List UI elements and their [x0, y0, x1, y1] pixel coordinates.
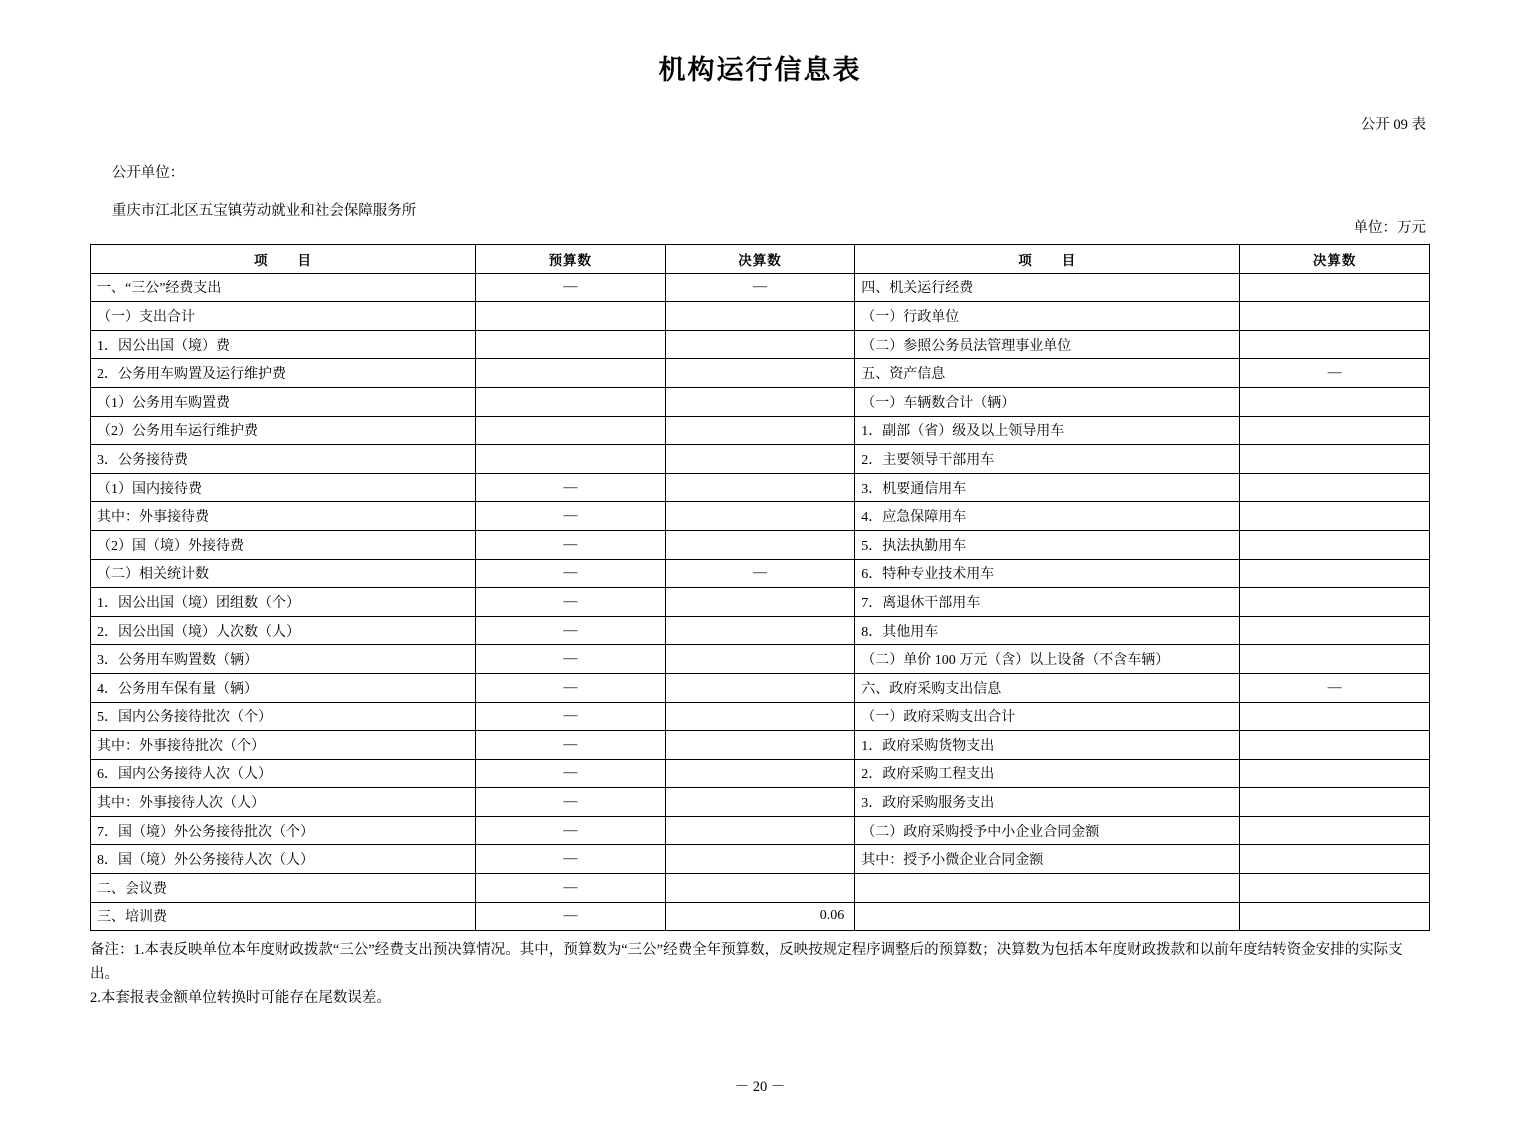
- row-right-final-value: [1240, 731, 1430, 760]
- row-left-item: 5．国内公务接待批次（个）: [91, 702, 476, 731]
- header-right-item: 项 目: [855, 245, 1240, 274]
- table-row: [91, 530, 1430, 559]
- row-right-final-value: [1240, 702, 1430, 731]
- table-row: [91, 673, 1430, 702]
- row-right-final-value: [1240, 387, 1430, 416]
- row-final-value: [665, 387, 855, 416]
- row-right-final-value: [1240, 616, 1430, 645]
- row-right-item: 8．其他用车: [855, 616, 1240, 645]
- row-right-item: 四、机关运行经费: [855, 273, 1240, 302]
- header-final: 决算数: [665, 245, 855, 274]
- row-budget-value: —: [475, 902, 665, 931]
- row-final-value: [665, 530, 855, 559]
- row-left-item: 二、会议费: [91, 874, 476, 903]
- row-final-value: [665, 673, 855, 702]
- row-right-item: 五、资产信息: [855, 359, 1240, 388]
- row-final-value: [665, 359, 855, 388]
- row-right-item: （一）政府采购支出合计: [855, 702, 1240, 731]
- row-budget-value: —: [475, 616, 665, 645]
- header-right-final: 决算数: [1240, 245, 1430, 274]
- row-budget-value: —: [475, 874, 665, 903]
- row-left-item: 三、培训费: [91, 902, 476, 931]
- row-right-item: （二）参照公务员法管理事业单位: [855, 330, 1240, 359]
- row-final-value: [665, 845, 855, 874]
- row-budget-value: [475, 416, 665, 445]
- row-right-final-value: [1240, 645, 1430, 674]
- row-budget-value: —: [475, 702, 665, 731]
- row-final-value: [665, 445, 855, 474]
- row-left-item: 6．国内公务接待人次（人）: [91, 759, 476, 788]
- row-right-final-value: [1240, 416, 1430, 445]
- header-budget: 预算数: [475, 245, 665, 274]
- table-row: [91, 445, 1430, 474]
- row-right-item: 5．执法执勤用车: [855, 530, 1240, 559]
- note-2: 2.本套报表金额单位转换时可能存在尾数误差。: [90, 990, 391, 1007]
- row-budget-value: [475, 445, 665, 474]
- row-right-item: [855, 874, 1240, 903]
- row-right-final-value: [1240, 588, 1430, 617]
- row-right-final-value: [1240, 302, 1430, 331]
- row-right-item: （二）政府采购授予中小企业合同金额: [855, 816, 1240, 845]
- table-row: [91, 330, 1430, 359]
- row-left-item: 7．国（境）外公务接待批次（个）: [91, 816, 476, 845]
- table-row: [91, 759, 1430, 788]
- row-final-value: [665, 702, 855, 731]
- table-row: [91, 645, 1430, 674]
- note-1: 备注：1.本表反映单位本年度财政拨款“三公”经费支出预决算情况。其中，预算数为“三公”经费全年预算数，反映按规定程序调整后的预算数；决算数为包括本年度财政拨款和以前年度结转资金安排的实际支出。: [90, 942, 1403, 983]
- row-right-final-value: —: [1240, 673, 1430, 702]
- row-left-item: 8．国（境）外公务接待人次（人）: [91, 845, 476, 874]
- row-right-item: 2．政府采购工程支出: [855, 759, 1240, 788]
- row-budget-value: —: [475, 788, 665, 817]
- row-budget-value: —: [475, 473, 665, 502]
- table-row: [91, 788, 1430, 817]
- table-row: [91, 502, 1430, 531]
- row-budget-value: —: [475, 273, 665, 302]
- document-page: [0, 48, 1520, 1122]
- row-left-item: 一、“三公”经费支出: [91, 273, 476, 302]
- row-budget-value: —: [475, 673, 665, 702]
- row-right-final-value: [1240, 502, 1430, 531]
- row-final-value: [665, 302, 855, 331]
- table-row: [91, 616, 1430, 645]
- row-budget-value: —: [475, 816, 665, 845]
- row-budget-value: —: [475, 845, 665, 874]
- row-right-item: 7．离退休干部用车: [855, 588, 1240, 617]
- meta-row: [90, 144, 1430, 237]
- row-right-item: 1．副部（省）级及以上领导用车: [855, 416, 1240, 445]
- row-left-item: （1）公务用车购置费: [91, 387, 476, 416]
- row-final-value: [665, 502, 855, 531]
- row-right-item: 3．机要通信用车: [855, 473, 1240, 502]
- row-right-final-value: [1240, 759, 1430, 788]
- row-final-value: [665, 874, 855, 903]
- row-right-final-value: —: [1240, 359, 1430, 388]
- row-left-item: （一）支出合计: [91, 302, 476, 331]
- row-final-value: 0.06: [665, 902, 855, 931]
- amount-unit: 单位：万元: [1353, 220, 1426, 236]
- row-final-value: [665, 645, 855, 674]
- table-row: [91, 273, 1430, 302]
- table-row: [91, 473, 1430, 502]
- row-right-item: （一）车辆数合计（辆）: [855, 387, 1240, 416]
- row-budget-value: —: [475, 759, 665, 788]
- row-budget-value: —: [475, 645, 665, 674]
- table-row: [91, 387, 1430, 416]
- institution-operation-table: [90, 244, 1430, 931]
- row-right-final-value: [1240, 473, 1430, 502]
- notes-block: [90, 939, 1430, 1011]
- row-final-value: [665, 588, 855, 617]
- row-budget-value: [475, 330, 665, 359]
- row-budget-value: —: [475, 530, 665, 559]
- row-left-item: 2．公务用车购置及运行维护费: [91, 359, 476, 388]
- unit-name: 重庆市江北区五宝镇劳动就业和社会保障服务所: [111, 203, 417, 219]
- row-final-value: [665, 416, 855, 445]
- row-budget-value: —: [475, 559, 665, 588]
- row-right-final-value: [1240, 330, 1430, 359]
- unit-line: [90, 144, 416, 237]
- row-final-value: [665, 330, 855, 359]
- table-row: [91, 902, 1430, 931]
- row-right-final-value: [1240, 874, 1430, 903]
- row-right-final-value: [1240, 530, 1430, 559]
- page-title: 机构运行信息表: [658, 55, 862, 85]
- row-left-item: 4．公务用车保有量（辆）: [91, 673, 476, 702]
- row-right-item: 4．应急保障用车: [855, 502, 1240, 531]
- row-right-final-value: [1240, 902, 1430, 931]
- row-final-value: [665, 616, 855, 645]
- row-right-item: 六、政府采购支出信息: [855, 673, 1240, 702]
- table-row: [91, 559, 1430, 588]
- row-left-item: （二）相关统计数: [91, 559, 476, 588]
- table-row: [91, 845, 1430, 874]
- table-row: [91, 416, 1430, 445]
- row-right-final-value: [1240, 273, 1430, 302]
- row-left-item: 其中：外事接待人次（人）: [91, 788, 476, 817]
- row-right-item: （二）单价 100 万元（含）以上设备（不含车辆）: [855, 645, 1240, 674]
- row-right-item: 2．主要领导干部用车: [855, 445, 1240, 474]
- unit-label: 公开单位：: [111, 165, 185, 181]
- row-right-item: 其中：授予小微企业合同金额: [855, 845, 1240, 874]
- row-final-value: [665, 473, 855, 502]
- row-left-item: 其中：外事接待批次（个）: [91, 731, 476, 760]
- page-number: － 20 －: [734, 1079, 786, 1095]
- row-final-value: [665, 816, 855, 845]
- row-final-value: —: [665, 273, 855, 302]
- row-budget-value: —: [475, 502, 665, 531]
- row-right-item: 3．政府采购服务支出: [855, 788, 1240, 817]
- row-budget-value: [475, 302, 665, 331]
- table-row: [91, 588, 1430, 617]
- row-right-final-value: [1240, 445, 1430, 474]
- row-left-item: 3．公务接待费: [91, 445, 476, 474]
- row-right-item: [855, 902, 1240, 931]
- row-left-item: （2）公务用车运行维护费: [91, 416, 476, 445]
- row-budget-value: —: [475, 588, 665, 617]
- row-right-final-value: [1240, 816, 1430, 845]
- row-budget-value: [475, 359, 665, 388]
- row-budget-value: —: [475, 731, 665, 760]
- table-row: [91, 731, 1430, 760]
- row-left-item: （1）国内接待费: [91, 473, 476, 502]
- row-left-item: 1．因公出国（境）费: [91, 330, 476, 359]
- table-header-row: [91, 245, 1430, 274]
- table-row: [91, 359, 1430, 388]
- row-left-item: 2．因公出国（境）人次数（人）: [91, 616, 476, 645]
- table-row: [91, 816, 1430, 845]
- sheet-number: 公开 09 表: [1360, 117, 1426, 133]
- row-final-value: [665, 788, 855, 817]
- row-final-value: [665, 731, 855, 760]
- row-left-item: 其中：外事接待费: [91, 502, 476, 531]
- row-right-item: （一）行政单位: [855, 302, 1240, 331]
- row-right-final-value: [1240, 845, 1430, 874]
- row-left-item: 1．因公出国（境）团组数（个）: [91, 588, 476, 617]
- table-row: [91, 702, 1430, 731]
- row-right-final-value: [1240, 559, 1430, 588]
- row-right-item: 1．政府采购货物支出: [855, 731, 1240, 760]
- header-left-item: 项 目: [91, 245, 476, 274]
- table-row: [91, 302, 1430, 331]
- row-final-value: [665, 759, 855, 788]
- row-left-item: （2）国（境）外接待费: [91, 530, 476, 559]
- row-final-value: —: [665, 559, 855, 588]
- row-budget-value: [475, 387, 665, 416]
- row-right-final-value: [1240, 788, 1430, 817]
- row-left-item: 3．公务用车购置数（辆）: [91, 645, 476, 674]
- table-row: [91, 874, 1430, 903]
- row-right-item: 6．特种专业技术用车: [855, 559, 1240, 588]
